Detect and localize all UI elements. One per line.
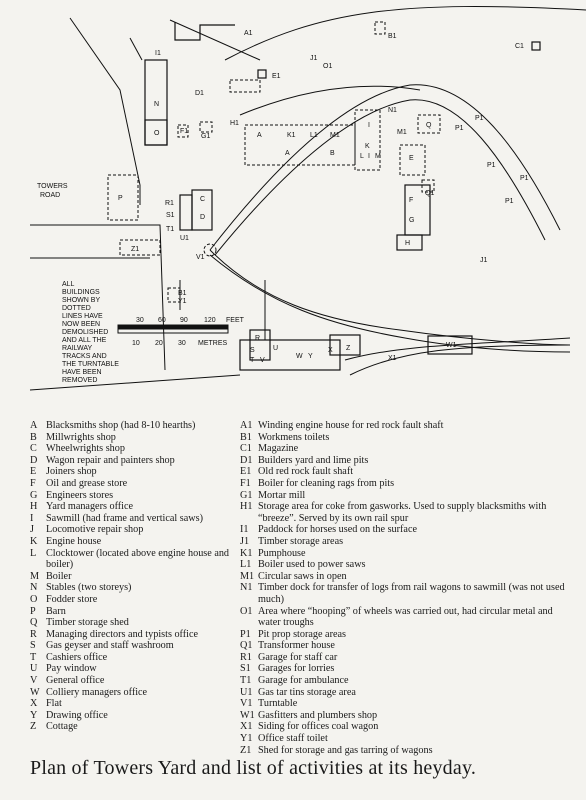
code-z1: Z1 bbox=[131, 246, 140, 253]
note-line-5: LINES HAVE bbox=[62, 313, 103, 320]
code-s1: S1 bbox=[166, 212, 175, 219]
code-i: I bbox=[368, 122, 370, 129]
legend-entry bbox=[240, 733, 570, 745]
towers-road-label-2: ROAD bbox=[40, 192, 61, 199]
legend-key: A1 bbox=[240, 420, 253, 431]
scale-tick-90: 90 bbox=[180, 317, 188, 324]
scale-tick-120: 120 bbox=[204, 317, 216, 324]
builders-yard-d1 bbox=[230, 80, 260, 92]
legend-key: I1 bbox=[240, 524, 249, 536]
legend-entry bbox=[30, 501, 240, 513]
legend-description: Transformer house bbox=[258, 640, 335, 652]
legend-description: General office bbox=[46, 675, 105, 687]
legend-description: Garages for lorries bbox=[258, 663, 335, 675]
legend-entry bbox=[240, 548, 570, 560]
legend-entry bbox=[240, 687, 570, 699]
code-n1: N1 bbox=[388, 107, 397, 114]
legend-description: Clocktower (located above engine house and boiler) bbox=[46, 547, 230, 571]
legend-key: Z bbox=[30, 721, 37, 733]
legend-entry bbox=[30, 663, 240, 675]
legend-entry bbox=[240, 582, 570, 605]
code-w1: W1 bbox=[446, 342, 457, 349]
legend-description: Colliery managers office bbox=[46, 686, 148, 698]
code-v: V bbox=[260, 357, 265, 364]
legend-key: O1 bbox=[240, 605, 253, 617]
code-a: A bbox=[285, 150, 290, 157]
note-line-13: REMOVED bbox=[62, 377, 98, 384]
legend-entry bbox=[30, 687, 240, 699]
code-l: L bbox=[360, 153, 364, 160]
legend-key: K bbox=[30, 535, 38, 547]
legend-description: Circular saws in open bbox=[258, 570, 347, 582]
towers-road-label-1: TOWERS bbox=[37, 183, 68, 190]
legend-entry bbox=[240, 652, 570, 664]
scale-tick-20m: 20 bbox=[155, 340, 163, 347]
legend-description: Wagon repair and painters shop bbox=[46, 454, 175, 466]
legend-key: Q1 bbox=[240, 640, 253, 652]
legend-description: Joiners shop bbox=[46, 466, 97, 478]
code-i1: I1 bbox=[155, 50, 161, 57]
legend-entry bbox=[30, 478, 240, 490]
legend-key: M bbox=[30, 570, 40, 582]
legend-description: Boiler for cleaning rags from pits bbox=[258, 477, 395, 489]
legend-entry bbox=[240, 432, 570, 444]
rail-track-siding-2 bbox=[350, 345, 570, 375]
legend-entry bbox=[30, 675, 240, 687]
legend-entry bbox=[240, 698, 570, 710]
scale-tick-30: 30 bbox=[136, 317, 144, 324]
road-edge-short bbox=[130, 38, 142, 60]
legend-key: G bbox=[30, 489, 38, 501]
legend-entry bbox=[30, 571, 240, 583]
legend-key: T bbox=[30, 651, 37, 663]
road-edge-upper bbox=[70, 18, 140, 205]
legend-description: Mortar mill bbox=[258, 489, 306, 501]
code-r1: R1 bbox=[165, 200, 174, 207]
legend-entry bbox=[30, 582, 240, 594]
legend-description: Engine house bbox=[46, 535, 102, 547]
legend-key: M1 bbox=[240, 570, 255, 582]
code-f: F bbox=[409, 197, 414, 204]
note-line-1: ALL bbox=[62, 281, 75, 288]
legend-entry bbox=[30, 629, 240, 641]
legend-key: G1 bbox=[240, 489, 253, 501]
legend-description: Wheelwrights shop bbox=[46, 443, 125, 455]
code-h1: H1 bbox=[230, 120, 239, 127]
legend-key: F1 bbox=[240, 477, 251, 489]
code-g: G bbox=[409, 217, 415, 224]
legend-description: Pumphouse bbox=[258, 547, 306, 559]
code-p1-4: P1 bbox=[505, 198, 514, 205]
code-p1-5: P1 bbox=[520, 175, 529, 182]
code-m: M bbox=[375, 153, 381, 160]
legend-description: Pit prop storage areas bbox=[258, 628, 346, 640]
legend-entry bbox=[240, 675, 570, 687]
legend-key: H bbox=[30, 501, 38, 513]
legend-key: V1 bbox=[240, 698, 253, 710]
rail-track-lower-inner bbox=[210, 255, 570, 352]
legend-description: Cashiers office bbox=[46, 651, 108, 663]
legend-entry bbox=[30, 606, 240, 618]
code-d: D bbox=[200, 214, 206, 221]
legend-entry bbox=[30, 443, 240, 455]
code-e: E bbox=[409, 155, 414, 162]
legend-key: P bbox=[30, 605, 36, 617]
scale-feet-label: FEET bbox=[226, 317, 244, 324]
legend-entry bbox=[30, 432, 240, 444]
legend-key: V bbox=[30, 675, 38, 687]
building-blacksmiths-millwrights bbox=[245, 125, 355, 165]
code-o: O bbox=[154, 130, 160, 137]
legend-key: Y bbox=[30, 709, 38, 721]
legend-entry bbox=[240, 466, 570, 478]
legend-key: Q bbox=[30, 617, 38, 629]
legend-key: L1 bbox=[240, 559, 252, 571]
legend-entry bbox=[30, 536, 240, 548]
legend-key: J1 bbox=[240, 535, 250, 547]
legend-key: X1 bbox=[240, 721, 253, 733]
legend-description: Millwrights shop bbox=[46, 431, 116, 443]
code-m1: M1 bbox=[330, 132, 340, 139]
legend-key: P1 bbox=[240, 628, 251, 640]
scale-bar bbox=[118, 325, 228, 333]
legend-entry bbox=[30, 617, 240, 629]
legend-key: N1 bbox=[240, 582, 253, 594]
legend-description: Storage area for coke from gasworks. Used to supply blacksmiths with “breeze”. Served by its own rail spur bbox=[258, 501, 547, 524]
code-l1: L1 bbox=[310, 132, 318, 139]
legend-description: Siding for offices coal wagon bbox=[258, 721, 379, 733]
legend-key: J bbox=[30, 524, 34, 536]
legend-entry bbox=[240, 501, 570, 524]
legend-description: Yard managers office bbox=[46, 501, 134, 513]
winding-engine-house-a1 bbox=[175, 22, 235, 40]
code-j1-top: J1 bbox=[310, 55, 318, 62]
legend-description: Garage for ambulance bbox=[258, 675, 349, 687]
legend-description: Boiler bbox=[46, 570, 72, 582]
note-line-4: DOTTED bbox=[62, 305, 91, 312]
note-line-10: TRACKS AND bbox=[62, 353, 107, 360]
legend-key: N bbox=[30, 582, 38, 594]
legend-key: E bbox=[30, 466, 37, 478]
legend-entry bbox=[30, 652, 240, 664]
legend-key: S1 bbox=[240, 663, 251, 675]
legend-description: Fodder store bbox=[46, 593, 98, 605]
legend-entry bbox=[240, 663, 570, 675]
scale-tick-30m: 30 bbox=[178, 340, 186, 347]
code-k1: K1 bbox=[287, 132, 296, 139]
legend-description: Timber dock for transfer of logs from rail wagons to sawmill (was not used much) bbox=[258, 582, 565, 605]
legend-entry bbox=[30, 466, 240, 478]
legend-description: Turntable bbox=[258, 698, 298, 710]
legend-description: Gasfitters and plumbers shop bbox=[258, 709, 378, 721]
rail-track-upper-inner bbox=[215, 100, 545, 255]
legend-entry bbox=[240, 640, 570, 652]
legend-description: Timber storage areas bbox=[258, 535, 344, 547]
legend-entry bbox=[30, 420, 240, 432]
code-a-top: A bbox=[257, 132, 262, 139]
legend-key: B bbox=[30, 431, 37, 443]
code-c1: C1 bbox=[515, 43, 524, 50]
legend-entry bbox=[30, 640, 240, 652]
legend-entry bbox=[30, 455, 240, 467]
legend-entry bbox=[30, 698, 240, 710]
building-office-row bbox=[240, 340, 340, 370]
legend-entry bbox=[240, 629, 570, 641]
legend-key: E1 bbox=[240, 466, 252, 478]
legend-description: Builders yard and lime pits bbox=[258, 454, 369, 466]
scale-tick-10m: 10 bbox=[132, 340, 140, 347]
building-garages-r1-s1-t1 bbox=[180, 195, 192, 230]
code-t: T bbox=[250, 357, 255, 364]
code-s: S bbox=[250, 347, 255, 354]
legend-entry bbox=[30, 721, 240, 733]
code-t1: T1 bbox=[166, 226, 175, 233]
legend-description: Drawing office bbox=[46, 709, 108, 721]
code-m1-b: M1 bbox=[397, 129, 407, 136]
legend-column-codes bbox=[240, 420, 570, 756]
note-line-9: RAILWAY bbox=[62, 345, 93, 352]
legend-description: Boiler used to power saws bbox=[258, 559, 366, 571]
legend-key: X bbox=[30, 698, 38, 710]
legend-key: B1 bbox=[240, 431, 252, 443]
code-b1-lower: B1 bbox=[178, 290, 187, 297]
legend-entry bbox=[240, 420, 570, 432]
legend-entry bbox=[240, 559, 570, 571]
code-i-b: I bbox=[368, 153, 370, 160]
legend-key: O bbox=[30, 593, 38, 605]
legend-key: D bbox=[30, 454, 38, 466]
legend-key: I bbox=[30, 512, 34, 524]
legend-key: S bbox=[30, 640, 36, 652]
legend-key: K1 bbox=[240, 547, 253, 559]
legend-description: Office staff toilet bbox=[258, 733, 328, 745]
scale-metres-label: METRES bbox=[198, 340, 228, 347]
legend-description: Winding engine house for red rock fault shaft bbox=[258, 420, 444, 431]
legend-key: U bbox=[30, 663, 38, 675]
legend-description: Timber storage shed bbox=[46, 617, 129, 629]
code-u1: U1 bbox=[180, 235, 189, 242]
legend-entry bbox=[240, 606, 570, 629]
code-x: X bbox=[328, 347, 333, 354]
legend-entry bbox=[240, 536, 570, 548]
legend-description: Engineers stores bbox=[46, 489, 114, 501]
legend-description: Oil and grease store bbox=[46, 477, 128, 489]
legend-description: Paddock for horses used on the surface bbox=[258, 524, 417, 536]
legend-key: H1 bbox=[240, 501, 253, 513]
legend-entry bbox=[240, 721, 570, 733]
code-e1: E1 bbox=[272, 73, 281, 80]
building-cottage-z bbox=[330, 335, 360, 355]
legend-description: Pay window bbox=[46, 663, 97, 675]
legend-entry bbox=[30, 513, 240, 525]
legend-key: C bbox=[30, 443, 37, 455]
note-line-11: THE TURNTABLE bbox=[62, 361, 119, 368]
legend-entry bbox=[240, 490, 570, 502]
legend-description: Shed for storage and gas tarring of wagons bbox=[258, 744, 433, 756]
legend-description: Managing directors and typists office bbox=[46, 628, 199, 640]
legend-description: Cottage bbox=[46, 721, 78, 733]
code-c: C bbox=[200, 196, 206, 203]
legend-description: Gas tar tins storage area bbox=[258, 686, 356, 698]
legend-entry bbox=[30, 490, 240, 502]
legend-entry bbox=[30, 524, 240, 536]
code-p1-3: P1 bbox=[487, 162, 496, 169]
code-y: Y bbox=[308, 353, 313, 360]
legend-entry bbox=[240, 443, 570, 455]
legend-key: R bbox=[30, 628, 37, 640]
legend-description: Magazine bbox=[258, 443, 299, 455]
legend-entry bbox=[240, 478, 570, 490]
legend-description: Sawmill (had frame and vertical saws) bbox=[46, 512, 204, 524]
legend-entry bbox=[30, 710, 240, 722]
note-line-8: AND ALL THE bbox=[62, 337, 107, 344]
legend-entry bbox=[240, 745, 570, 757]
legend-entry bbox=[240, 455, 570, 467]
legend-description: Barn bbox=[46, 605, 66, 617]
code-b1: B1 bbox=[388, 33, 397, 40]
code-n: N bbox=[154, 101, 160, 108]
code-f1: F1 bbox=[180, 128, 189, 135]
code-p: P bbox=[118, 195, 123, 202]
rail-track-lower bbox=[210, 250, 570, 345]
legend-key: Y1 bbox=[240, 733, 253, 745]
old-shaft-e1 bbox=[258, 70, 266, 78]
workmens-toilets-b1 bbox=[375, 22, 385, 34]
legend-description: Flat bbox=[46, 698, 62, 710]
code-x1: X1 bbox=[388, 355, 397, 362]
legend-entry bbox=[30, 594, 240, 606]
code-w: W bbox=[296, 353, 303, 360]
mortar-mill-g1 bbox=[200, 122, 212, 132]
legend-key: C1 bbox=[240, 443, 252, 455]
legend-key: T1 bbox=[240, 675, 252, 687]
legend-key: A bbox=[30, 420, 38, 431]
code-q: Q bbox=[426, 122, 432, 129]
legend-description: Area where “hooping” of wheels was carried out, had circular metal and water troughs bbox=[258, 605, 553, 629]
legend-key: Z1 bbox=[240, 744, 252, 756]
legend-key: L bbox=[30, 547, 37, 559]
code-g1: G1 bbox=[201, 133, 211, 140]
legend-key: W bbox=[30, 686, 40, 698]
shed-z1 bbox=[120, 240, 160, 255]
code-u: U bbox=[273, 345, 279, 352]
note-line-12: HAVE BEEN bbox=[62, 369, 102, 376]
note-line-2: BUILDINGS bbox=[62, 289, 100, 296]
rail-track-upper bbox=[210, 85, 560, 250]
legend-description: Garage for staff car bbox=[258, 651, 338, 663]
legend-entry bbox=[240, 571, 570, 583]
legend-key: D1 bbox=[240, 454, 253, 466]
building-barn-p bbox=[108, 175, 138, 220]
legend-description: Gas geyser and staff washroom bbox=[46, 640, 174, 652]
legend-description: Stables (two storeys) bbox=[46, 582, 132, 594]
code-p1-2: P1 bbox=[475, 115, 484, 122]
legend-key: U1 bbox=[240, 686, 253, 698]
legend-description: Workmens toilets bbox=[258, 431, 330, 443]
legend-description: Locomotive repair shop bbox=[46, 524, 144, 536]
legend-entry bbox=[240, 524, 570, 536]
legend-key: W1 bbox=[240, 709, 255, 721]
building-sawmill-i bbox=[355, 110, 380, 170]
code-v1: V1 bbox=[196, 254, 205, 261]
scale-tick-60: 60 bbox=[158, 317, 166, 324]
page-caption: Plan of Towers Yard and list of activities at its heyday. bbox=[30, 757, 477, 779]
legend-description: Blacksmiths shop (had 8-10 hearths) bbox=[46, 420, 196, 431]
code-a1: A1 bbox=[244, 30, 253, 37]
boundary-line-north bbox=[225, 7, 586, 60]
note-line-7: DEMOLISHED bbox=[62, 329, 109, 336]
code-z: Z bbox=[346, 345, 351, 352]
note-line-6: NOW BEEN bbox=[62, 321, 101, 328]
magazine-c1 bbox=[532, 42, 540, 50]
code-d1: D1 bbox=[195, 90, 204, 97]
code-o1: O1 bbox=[323, 63, 333, 70]
code-p1-1: P1 bbox=[455, 125, 464, 132]
legend-entry bbox=[240, 710, 570, 722]
note-line-3: SHOWN BY bbox=[62, 297, 101, 304]
code-k: K bbox=[365, 143, 370, 150]
legend-description: Old red rock fault shaft bbox=[258, 466, 354, 478]
code-y1: Y1 bbox=[178, 298, 187, 305]
code-h: H bbox=[405, 240, 411, 247]
legend-column-letters bbox=[30, 420, 240, 733]
legend-key: R1 bbox=[240, 651, 252, 663]
code-q1: Q1 bbox=[425, 190, 435, 197]
code-b: B bbox=[330, 150, 335, 157]
code-r: R bbox=[255, 335, 261, 342]
code-j1-right: J1 bbox=[480, 257, 488, 264]
legend-key: F bbox=[30, 477, 36, 489]
legend-entry bbox=[30, 548, 240, 571]
legend bbox=[0, 420, 586, 756]
